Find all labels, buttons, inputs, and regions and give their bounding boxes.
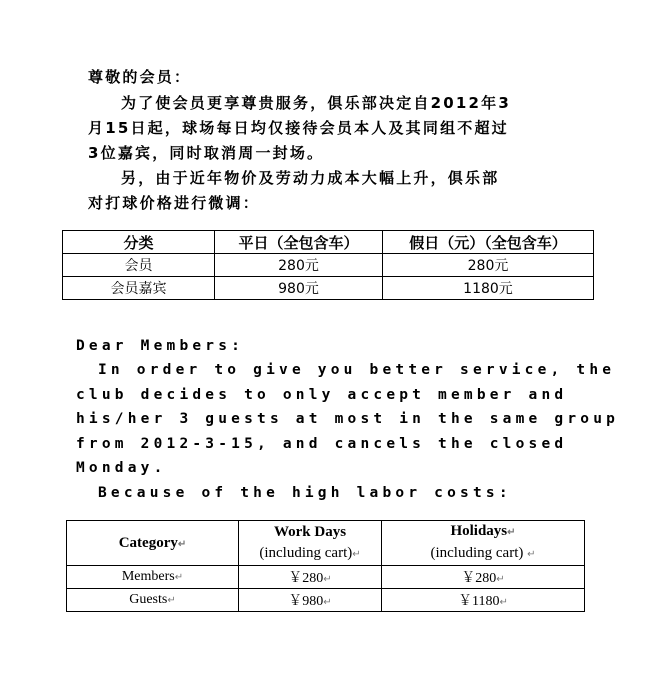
cn-para1-line3: 3位嘉宾，同时取消周一封场。 [88,144,325,162]
en-cell-holidays: ￥1180↵ [382,589,585,612]
en-greeting: Dear Members: [76,338,245,354]
cn-table-header-row [63,231,594,254]
cn-para2-line2: 对打球价格进行微调： [88,194,261,212]
table-row [63,254,594,277]
en-para1-line5: Monday. [76,460,167,476]
en-para2: Because of the high labor costs: [98,485,512,501]
table-row [67,589,585,612]
table-row [67,566,585,589]
cn-header-holidays: 假日（元）（全包含车） [383,231,594,254]
cn-cell-holidays: 1180元 [383,277,594,300]
en-cell-workdays: ￥280↵ [239,566,382,589]
en-header-workdays: Work Days (including cart)↵ [239,521,382,566]
en-cell-category: Members↵ [67,566,239,589]
cn-greeting: 尊敬的会员： [88,68,192,86]
cn-header-category: 分类 [63,231,215,254]
cn-price-table [62,230,594,300]
en-cell-workdays: ￥980↵ [239,589,382,612]
cn-cell-category: 会员 [63,254,215,277]
en-para1-line4: from 2012-3-15, and cancels the closed [76,436,568,452]
cn-para1-line1: 为了使会员更享尊贵服务，俱乐部决定自2012年3 [121,94,511,112]
table-row [63,277,594,300]
cn-cell-holidays: 280元 [383,254,594,277]
cn-cell-workdays: 980元 [215,277,383,300]
cn-cell-workdays: 280元 [215,254,383,277]
en-table-header-row [67,521,585,566]
en-header-category: Category↵ [67,521,239,566]
en-cell-category: Guests↵ [67,589,239,612]
en-header-holidays: Holidays↵ (including cart) ↵ [382,521,585,566]
en-para1-line3: his/her 3 guests at most in the same group [76,411,620,427]
cn-para2-line1: 另，由于近年物价及劳动力成本大幅上升，俱乐部 [121,169,500,187]
cn-para1-line2: 月15日起，球场每日均仅接待会员本人及其同组不超过 [88,119,509,137]
en-cell-holidays: ￥280↵ [382,566,585,589]
en-para1-line2: club decides to only accept member and [76,387,568,403]
en-para1-line1: In order to give you better service, the [98,362,616,378]
cn-cell-category: 会员嘉宾 [63,277,215,300]
en-price-table [66,520,585,612]
cn-header-workdays: 平日（全包含车） [215,231,383,254]
